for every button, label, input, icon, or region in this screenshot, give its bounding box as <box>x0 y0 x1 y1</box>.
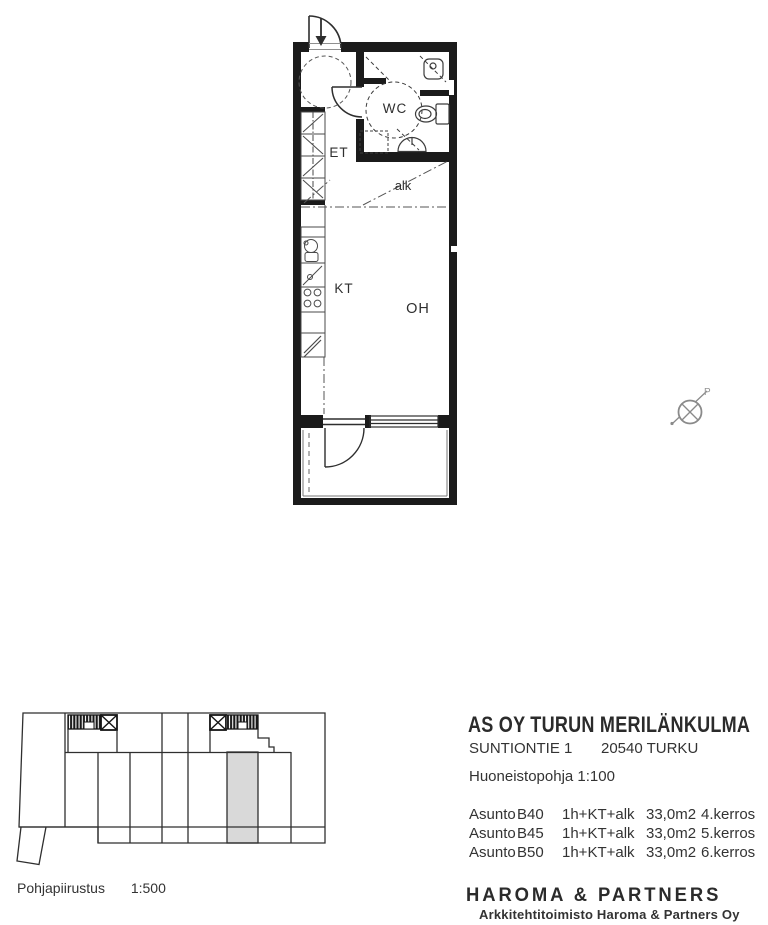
et-wardrobe <box>301 112 325 200</box>
apartment-floor: 4.kerros <box>701 806 756 823</box>
stairwell-left <box>68 715 117 752</box>
apartment-floor: 6.kerros <box>701 843 756 861</box>
apartment-table <box>469 806 755 862</box>
firm-name: HAROMA & PARTNERS <box>466 885 722 906</box>
kitchen-sink-icon <box>304 240 318 262</box>
apartment-floor-plan <box>293 16 457 505</box>
shower-reservation <box>360 131 388 153</box>
room-label-alk: alk <box>394 178 412 193</box>
drawing-scale: 1:100 <box>577 768 615 785</box>
toilet-icon <box>416 104 450 124</box>
apartment-floor: 5.kerros <box>701 824 756 842</box>
drawing-type: Huoneistopohja <box>469 768 574 785</box>
apartment-area: 33,0m2 <box>646 824 697 842</box>
apartment-row-label: Asunto <box>469 824 516 842</box>
room-label-et: ET <box>329 145 349 160</box>
apartment-layout: 1h+KT+alk <box>562 806 635 823</box>
north-label: P <box>704 387 711 398</box>
site-plan-caption <box>17 880 166 896</box>
postal-city: 20540 TURKU <box>601 740 699 757</box>
balcony-door <box>323 419 365 467</box>
room-label-oh: OH <box>406 301 430 317</box>
project-address <box>469 740 699 757</box>
project-title: AS OY TURUN MERILÄNKULMA <box>468 712 751 737</box>
apartment-row-label: Asunto <box>469 806 516 823</box>
kitchen-fixtures <box>301 205 325 357</box>
entrance-door <box>309 16 341 50</box>
site-plan-caption-label: Pohjapiirustus <box>17 880 105 896</box>
apartment-layout: 1h+KT+alk <box>562 843 635 861</box>
site-plan-scale: 1:500 <box>130 880 166 896</box>
room-label-wc: WC <box>382 101 408 116</box>
north-arrow-icon <box>670 387 711 425</box>
entrance-arrow-icon <box>316 18 327 46</box>
dishwasher-icon <box>303 266 322 285</box>
apartment-code: B45 <box>517 824 544 842</box>
site-plan-wing <box>17 827 46 865</box>
fridge-icon <box>304 336 321 357</box>
site-plan-highlighted-unit <box>227 752 258 843</box>
wall-notch-oh <box>451 246 457 252</box>
apartment-area: 33,0m2 <box>646 806 697 823</box>
wall-notch-wc <box>449 80 454 95</box>
stairwell-right <box>210 715 274 752</box>
drawing-type-line <box>469 768 615 785</box>
apartment-area: 33,0m2 <box>646 843 697 861</box>
wc-door <box>332 87 362 117</box>
apartment-row-label: Asunto <box>469 843 516 861</box>
street-address: SUNTIONTIE 1 <box>469 740 573 757</box>
stove-icon <box>304 289 321 307</box>
site-plan <box>17 713 325 865</box>
balcony <box>303 416 447 496</box>
firm-subtitle: Arkkitehtitoimisto Haroma & Partners Oy <box>479 907 740 922</box>
apartment-layout: 1h+KT+alk <box>562 824 635 842</box>
room-label-kt: KT <box>334 281 354 296</box>
apartment-code: B40 <box>517 806 544 823</box>
window-icon <box>370 416 438 427</box>
sink-icon <box>398 138 426 152</box>
et-turning-circle <box>299 56 351 108</box>
apartment-code: B50 <box>517 843 544 861</box>
walls <box>293 42 457 505</box>
